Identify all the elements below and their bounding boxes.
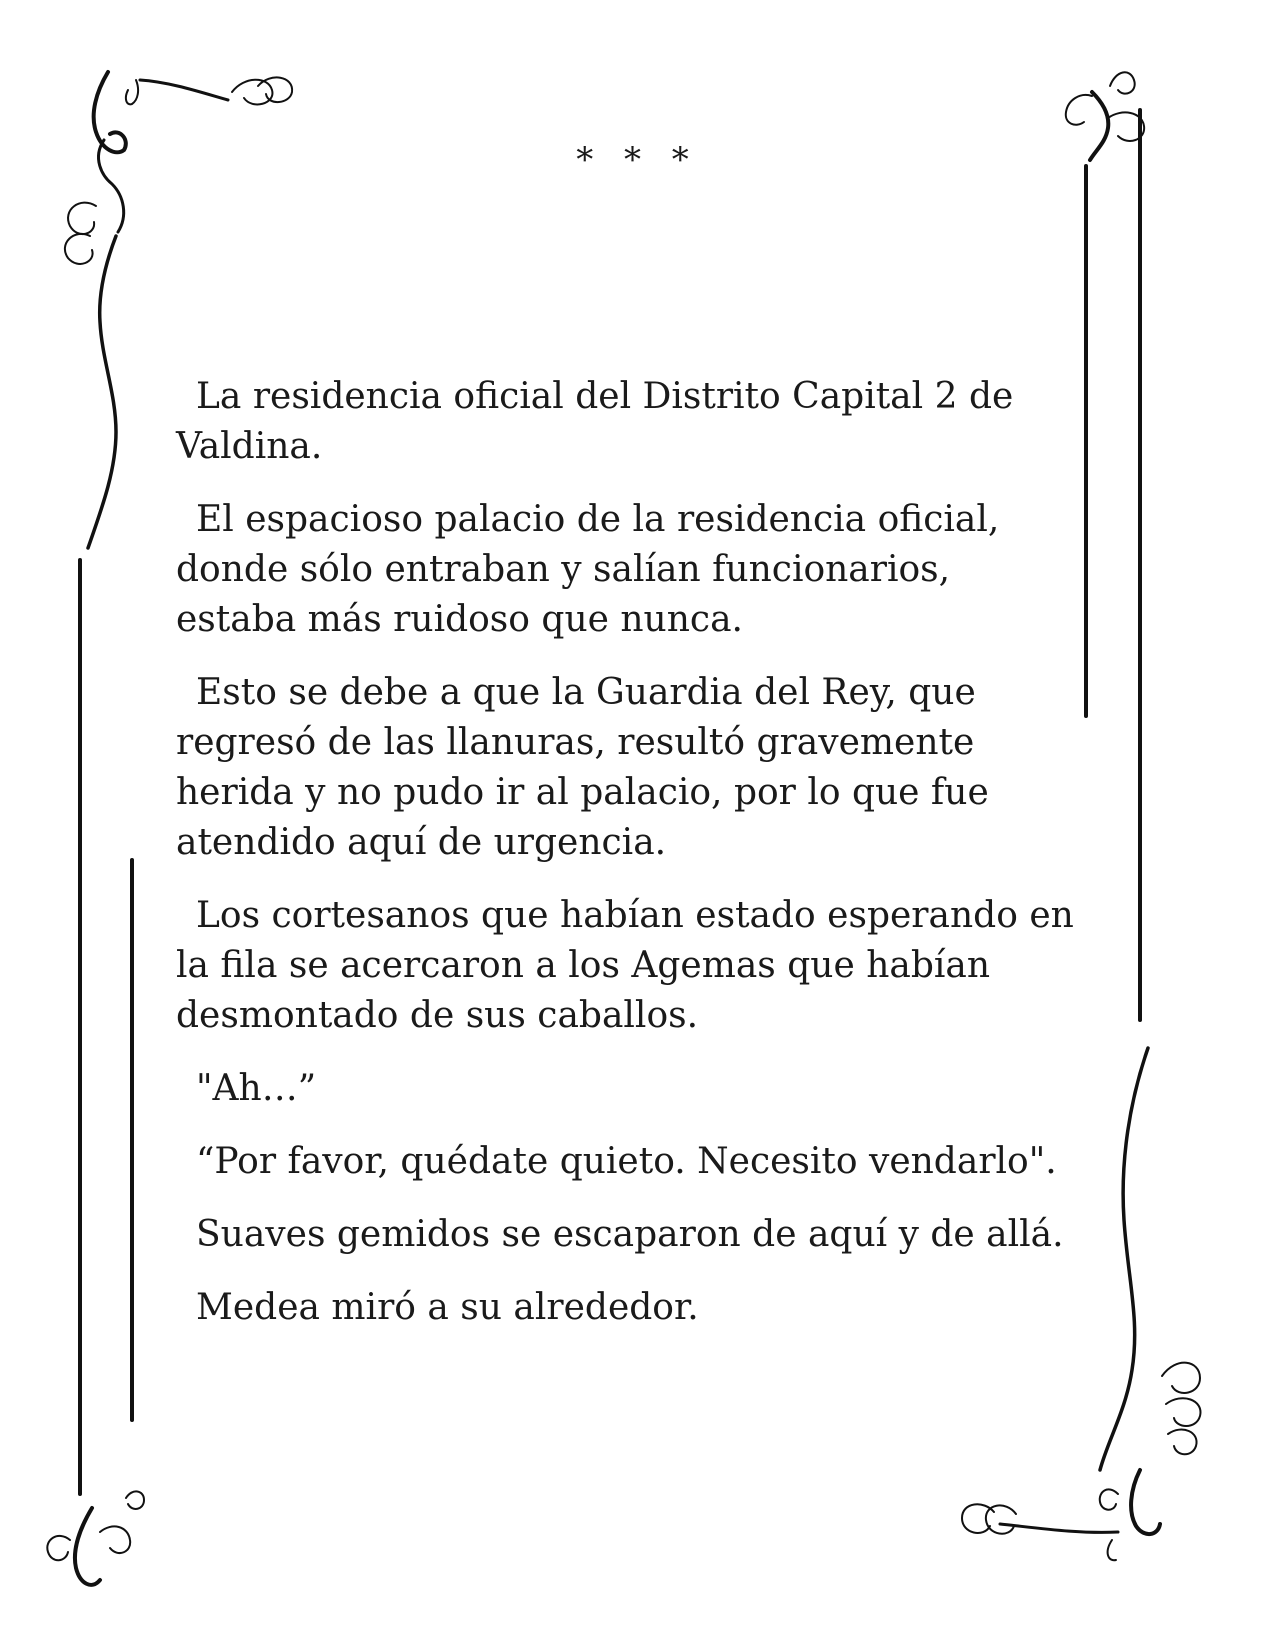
body-text [176,372,1076,1356]
paragraph: Esto se debe a que la Guardia del Rey, que regresó de las llanuras, resultó gravemente herida y no pudo ir al palacio, por lo que fue atendido aquí de urgencia. [176,672,989,863]
paragraph: Los cortesanos que habían estado esperando en la fila se acercaron a los Agemas que habían desmontado de sus caballos. [176,895,1074,1036]
paragraph: Medea miró a su alrededor. [196,1287,699,1328]
paragraph-dialogue: "Ah…” [196,1068,317,1109]
flourish-bottom-left-icon [47,1491,144,1584]
paragraph: El espacioso palacio de la residencia oficial, donde sólo entraban y salían funcionarios, estaba más ruidoso que nunca. [176,499,1000,640]
paragraph: La residencia oficial del Distrito Capital 2 de Valdina. [176,376,1014,467]
paragraph-dialogue: “Por favor, quédate quieto. Necesito vendarlo". [196,1141,1057,1182]
section-separator: * * * [576,140,699,180]
paragraph: Suaves gemidos se escaparon de aquí y de allá. [196,1214,1064,1255]
